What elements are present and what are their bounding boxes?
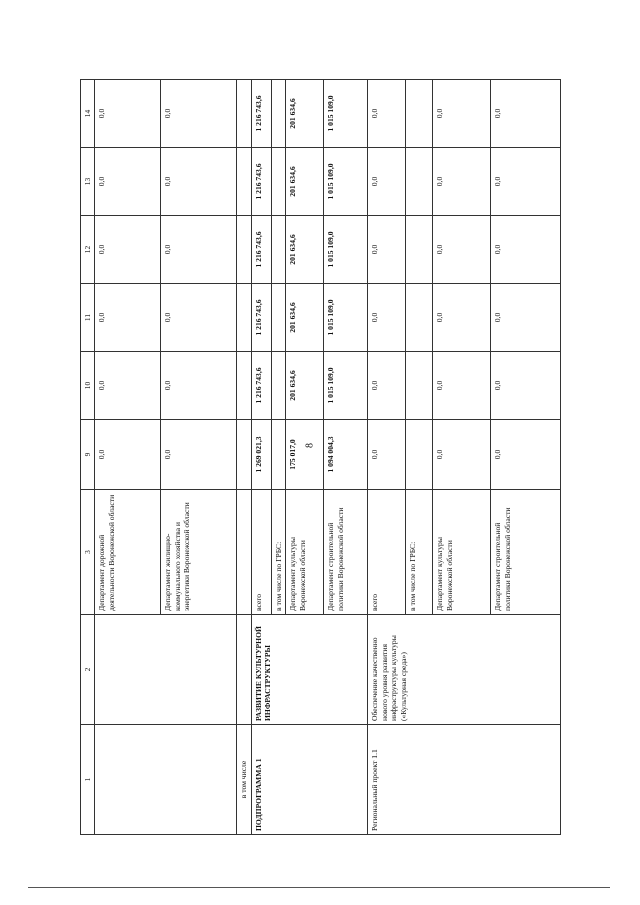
value-cell: 0,0	[491, 80, 561, 148]
value-cell: 0,0	[95, 284, 161, 352]
value-cell: 0,0	[161, 148, 237, 216]
value-cell	[271, 148, 285, 216]
value-cell: 1 015 109,0	[324, 216, 368, 284]
table-row	[368, 80, 406, 835]
grbs-cell: Департамент культуры Воронежской области	[433, 490, 491, 615]
value-cell	[237, 420, 251, 490]
value-cell: 1 015 109,0	[324, 80, 368, 148]
header-cell: 11	[81, 284, 95, 352]
header-cell: 9	[81, 420, 95, 490]
value-cell	[406, 148, 433, 216]
value-cell	[271, 284, 285, 352]
row-name-cell	[95, 615, 237, 725]
value-cell: 0,0	[433, 420, 491, 490]
header-cell: 3	[81, 490, 95, 615]
value-cell	[406, 284, 433, 352]
value-cell: 0,0	[433, 80, 491, 148]
value-cell	[271, 216, 285, 284]
grbs-cell: Департамент строительной политики Воронежской области	[324, 490, 368, 615]
grbs-cell: Департамент дорожной деятельности Воронежской области	[95, 490, 161, 615]
value-cell: 0,0	[95, 352, 161, 420]
value-cell	[237, 284, 251, 352]
value-cell: 0,0	[433, 352, 491, 420]
value-cell: 0,0	[368, 216, 406, 284]
value-cell: 0,0	[161, 352, 237, 420]
value-cell	[271, 80, 285, 148]
value-cell: 1 015 109,0	[324, 284, 368, 352]
value-cell: 0,0	[95, 420, 161, 490]
regional-project-name: Обеспечение качественно нового уровня развития инфраструктуры культуры («Культурная среда»)	[368, 615, 561, 725]
value-cell	[237, 148, 251, 216]
value-cell	[237, 216, 251, 284]
grbs-cell	[237, 490, 251, 615]
subprogram-label: ПОДПРОГРАММА 1	[251, 725, 367, 835]
grbs-cell: Департамент культуры Воронежской области	[286, 490, 324, 615]
value-cell: 201 634,6	[286, 284, 324, 352]
row-label-cell	[95, 725, 237, 835]
value-cell	[406, 80, 433, 148]
row-name-cell	[237, 615, 251, 725]
header-cell: 12	[81, 216, 95, 284]
value-cell: 0,0	[161, 216, 237, 284]
value-cell: 0,0	[95, 216, 161, 284]
value-cell: 0,0	[161, 284, 237, 352]
value-cell: 1 216 743,6	[251, 216, 271, 284]
value-cell: 0,0	[433, 284, 491, 352]
table-row	[251, 80, 271, 835]
value-cell	[406, 216, 433, 284]
value-cell	[237, 352, 251, 420]
value-cell: 0,0	[368, 420, 406, 490]
value-cell: 201 634,6	[286, 80, 324, 148]
page-number: 8	[304, 443, 316, 448]
header-cell: 13	[81, 148, 95, 216]
value-cell: 0,0	[491, 352, 561, 420]
grbs-cell: в том числе по ГРБС:	[271, 490, 285, 615]
value-cell: 0,0	[491, 148, 561, 216]
table-row	[237, 80, 251, 835]
table-row	[95, 80, 161, 835]
value-cell	[406, 352, 433, 420]
bottom-rule	[28, 887, 610, 888]
value-cell	[406, 420, 433, 490]
header-cell: 14	[81, 80, 95, 148]
value-cell: 0,0	[491, 420, 561, 490]
value-cell: 201 634,6	[286, 148, 324, 216]
value-cell: 0,0	[368, 80, 406, 148]
regional-project-label: Региональный проект 1.1	[368, 725, 561, 835]
value-cell: 1 216 743,6	[251, 80, 271, 148]
value-cell: 0,0	[161, 420, 237, 490]
value-cell	[271, 420, 285, 490]
rotated-table-container	[80, 80, 552, 835]
row-label-cell: в том числе	[237, 725, 251, 835]
value-cell: 1 015 109,0	[324, 352, 368, 420]
value-cell: 0,0	[491, 284, 561, 352]
value-cell: 0,0	[491, 216, 561, 284]
budget-table	[80, 79, 561, 835]
header-cell: 1	[81, 725, 95, 835]
value-cell: 0,0	[95, 148, 161, 216]
value-cell: 201 634,6	[286, 216, 324, 284]
grbs-cell: всего	[251, 490, 271, 615]
subprogram-name: РАЗВИТИЕ КУЛЬТУРНОЙ ИНФРАСТРУКТУРЫ	[251, 615, 367, 725]
grbs-cell: в том числе по ГРБС:	[406, 490, 433, 615]
header-cell: 2	[81, 615, 95, 725]
header-cell: 10	[81, 352, 95, 420]
value-cell: 0,0	[95, 80, 161, 148]
value-cell: 0,0	[368, 284, 406, 352]
value-cell: 0,0	[368, 148, 406, 216]
value-cell: 0,0	[433, 216, 491, 284]
value-cell: 1 015 109,0	[324, 148, 368, 216]
value-cell	[271, 352, 285, 420]
value-cell: 0,0	[161, 80, 237, 148]
value-cell: 1 216 743,6	[251, 284, 271, 352]
value-cell: 1 216 743,6	[251, 352, 271, 420]
grbs-cell: всего	[368, 490, 406, 615]
value-cell: 1 094 004,3	[324, 420, 368, 490]
value-cell: 175 017,0	[286, 420, 324, 490]
value-cell	[237, 80, 251, 148]
grbs-cell: Департамент строительной политики Воронежской области	[491, 490, 561, 615]
grbs-cell: Департамент жилищно-коммунального хозяйства и энергетики Воронежской области	[161, 490, 237, 615]
header-row	[81, 80, 95, 835]
value-cell: 0,0	[368, 352, 406, 420]
value-cell: 0,0	[433, 148, 491, 216]
value-cell: 201 634,6	[286, 352, 324, 420]
value-cell: 1 216 743,6	[251, 148, 271, 216]
value-cell: 1 269 021,3	[251, 420, 271, 490]
